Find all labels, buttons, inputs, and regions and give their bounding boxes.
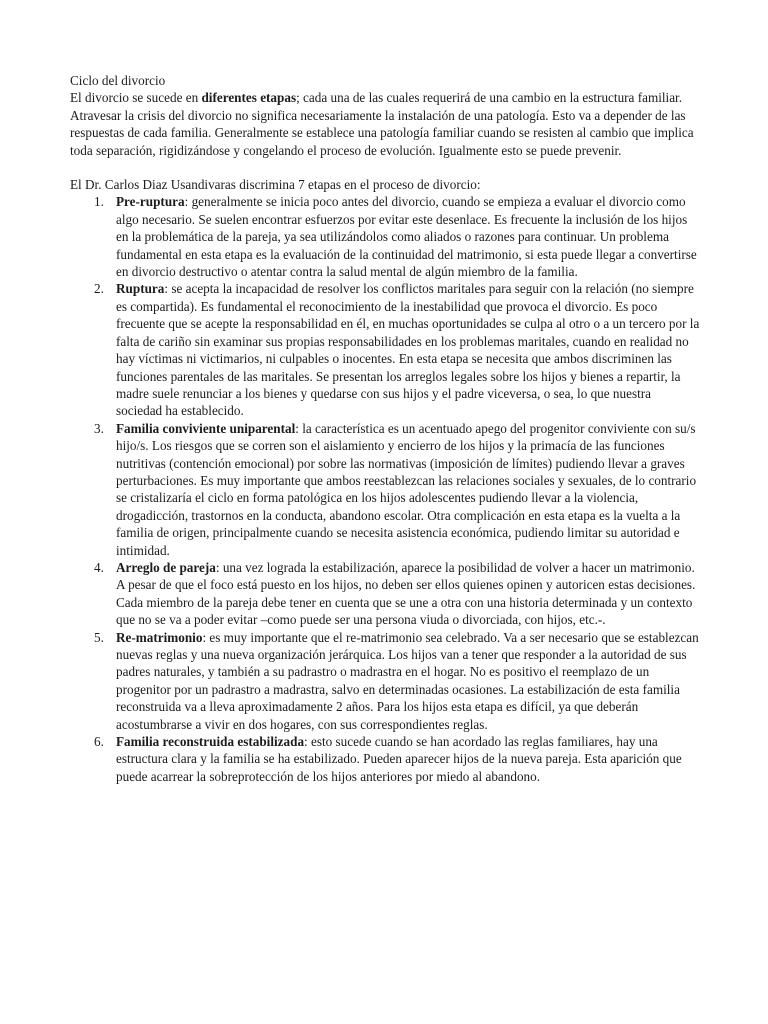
stage-description: : esto sucede cuando se han acordado las reglas familiares, hay una estructura clara y la familia se ha estabilizado. Pueden aparecer hijos de la nueva pareja. Esta aparición que puede acarrear la sobreprotección de los hijos anteriores por miedo al abandono.: [116, 734, 682, 784]
stage-number: 2.: [94, 281, 104, 297]
stage-item: [70, 193, 700, 280]
stage-description: : es muy importante que el re-matrimonio sea celebrado. Va a ser necesario que se establezcan nuevas reglas y una nueva organización jerárquica. Los hijos van a tener que responder a la autoridad de sus padres naturales, y también a su padrastro o madrastra en el hogar. No es positivo el reemplazo de un progenitor por un padrastro a madrastra, salvo en determinadas ocasiones. La estabilización de esta familia reconstruida va a lleva aproximadamente 2 años. Para los hijos esta etapa es difícil, ya que deberán acostumbrarse a vivir en dos hogares, con sus correspondientes reglas.: [116, 629, 699, 732]
stage-name: Re-matrimonio: [116, 629, 203, 645]
stage-number: 6.: [94, 734, 104, 750]
document-page: [70, 72, 700, 785]
stage-name: Pre-ruptura: [116, 194, 185, 210]
intro-text-start: El divorcio se sucede en: [70, 90, 202, 106]
stage-item: [70, 420, 700, 559]
intro-paragraph: [70, 89, 700, 159]
intro-bold-phrase: diferentes etapas: [201, 90, 297, 106]
document-title: Ciclo del divorcio: [70, 73, 166, 88]
stage-name: Familia reconstruida estabilizada: [116, 734, 305, 750]
stage-number: 4.: [94, 559, 104, 575]
intro-text-end: ; cada una de las cuales requerirá de una cambio en la estructura familiar. Atravesar la crisis del divorcio no significa necesariamente la instalación de una patología. Esto va a depender de las respuestas de cada familia. Generalmente se establece una patología familiar cuando se resisten al cambio que implica toda separación, rigidizándose y congelando el proceso de evolución. Igualmente esto se puede prevenir.: [70, 90, 694, 158]
stage-item: [70, 629, 700, 733]
stage-name: Arreglo de pareja: [116, 559, 216, 575]
stage-description: : una vez lograda la estabilización, aparece la posibilidad de volver a hacer un matrimonio. A pesar de que el foco está puesto en los hijos, no deben ser ellos quienes opinen y autoricen estas decisiones. Cada miembro de la pareja debe tener en cuenta que se une a otra con una historia determinada y un contexto que no se va a poder evitar –como puede ser una persona viuda o divorciada, con hijos, etc.-.: [116, 559, 696, 628]
stage-description: : se acepta la incapacidad de resolver los conflictos maritales para seguir con la relación (no siempre es compartida). Es fundamental el reconocimiento de la inestabilidad que provoca el divorcio. Es poco frecuente que se acepte la responsabilidad en él, en muchas oportunidades se culpa al otro o a un tercero por la falta de cariño sin examinar sus propias responsabilidades en los problemas maritales, cuando en realidad no hay víctimas ni victimarios, ni culpables o inocentes. En esta etapa se necesita que ambos discriminen las funciones parentales de las maritales. Se presentan los arreglos legales sobre los hijos y bienes a repartir, la madre suele renunciar a los bienes y quedarse con sus hijos y el padre viceversa, o sea, lo que nuestra sociedad ha establecido.: [116, 281, 700, 419]
stage-number: 1.: [94, 194, 104, 210]
stage-item: [70, 280, 700, 419]
stage-number: 5.: [94, 629, 104, 645]
stage-item: [70, 733, 700, 785]
stage-name: Ruptura: [116, 281, 165, 297]
stage-description: : la característica es un acentuado apego del progenitor conviviente con su/s hijo/s. Los riesgos que se corren son el aislamiento y encierro de los hijos y la primacía de las funciones nutritivas (contención emocional) por sobre las normativas (imposición de límites) pudiendo llevar a graves perturbaciones. Es muy importante que ambos reestablezcan las relaciones sociales y sexuales, de lo contrario se cristalizaría el ciclo en forma patológica en los hijos adolescentes pudiendo llevar a la violencia, drogadicción, trastornos en la conducta, abandono escolar. Otra complicación en esta etapa es la vuelta a la familia de origen, principalmente cuando se necesita asistencia económica, pudiendo limitar su autoridad e intimidad.: [116, 420, 697, 558]
stage-name: Familia conviviente uniparental: [116, 420, 296, 436]
paragraph-spacer: [70, 159, 700, 176]
stage-number: 3.: [94, 420, 104, 436]
stage-description: : generalmente se inicia poco antes del divorcio, cuando se empieza a evaluar el divorcio como algo necesario. Se suelen encontrar esfuerzos por evitar este desenlace. Es frecuente la inclusión de los hijos en la problemática de la pareja, ya sea utilizándolos como aliados o razones para continuar. Un problema fundamental en esta etapa es la evaluación de la continuidad del matrimonio, si esta puede llegar a convertirse en divorcio destructivo o atentar contra la salud mental de algún miembro de la familia.: [116, 194, 697, 280]
stage-item: [70, 559, 700, 629]
stages-list: [70, 193, 700, 785]
stages-lead: El Dr. Carlos Diaz Usandivaras discrimina 7 etapas en el proceso de divorcio:: [70, 177, 481, 193]
